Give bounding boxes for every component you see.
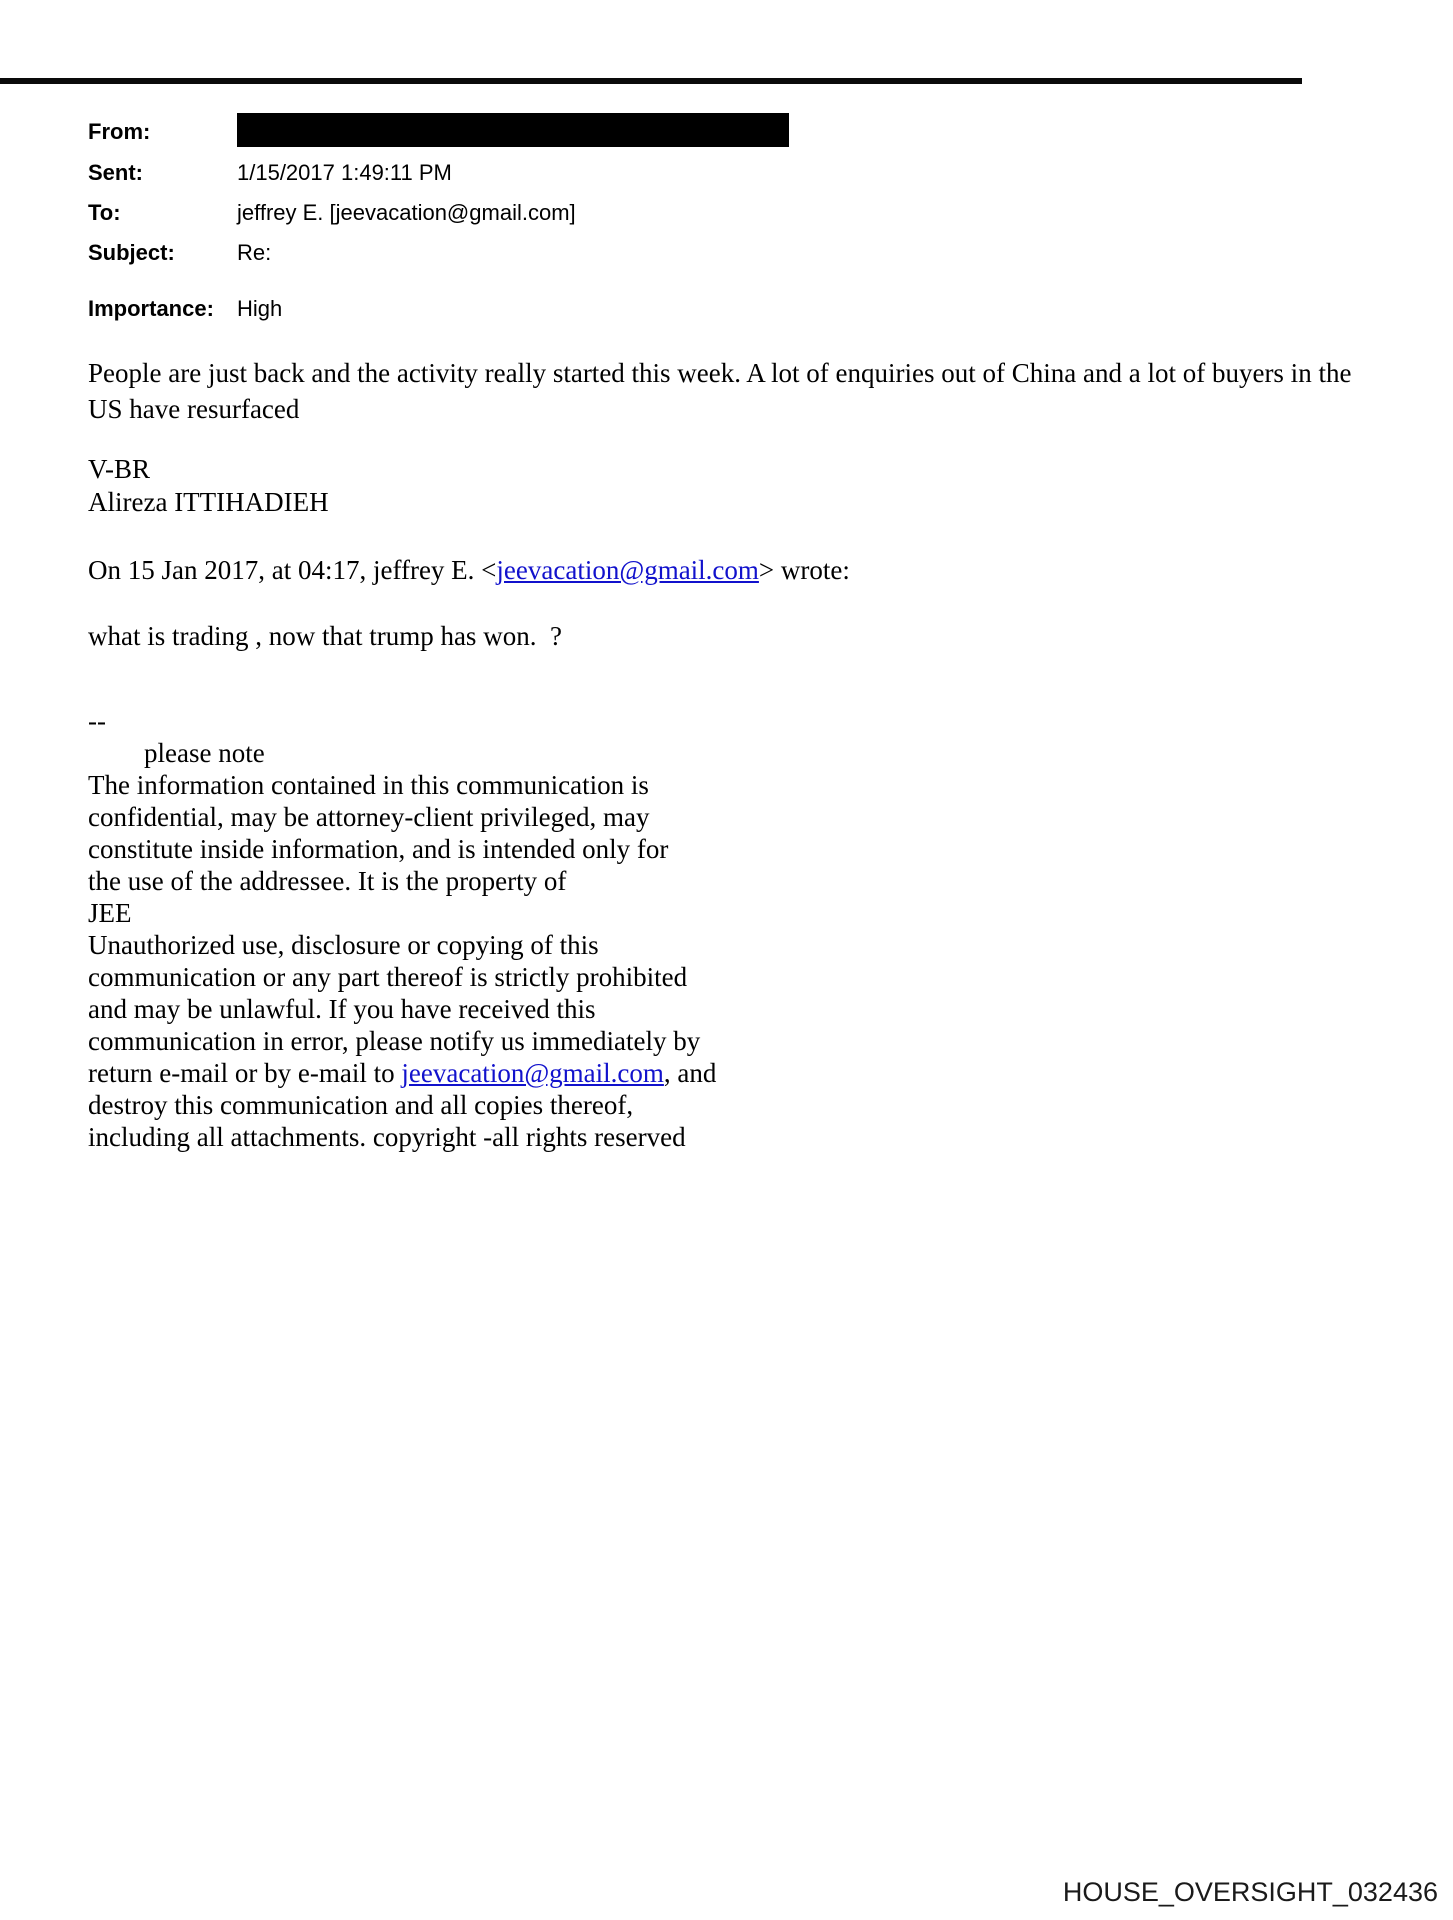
quote-attribution-suffix: > wrote: bbox=[758, 555, 850, 586]
sent-label: Sent: bbox=[88, 160, 143, 186]
signature-line-1: V-BR bbox=[88, 454, 151, 485]
disclaimer-line: and may be unlawful. If you have received this bbox=[88, 994, 596, 1025]
field-row-sent bbox=[88, 159, 1388, 187]
subject-value: Re: bbox=[237, 240, 272, 266]
quote-attribution-prefix: On 15 Jan 2017, at 04:17, jeffrey E. < bbox=[88, 555, 497, 586]
disclaimer-line: JEE bbox=[88, 898, 132, 929]
sender-email-link[interactable]: jeevacation@gmail.com bbox=[496, 555, 759, 586]
notify-email-link[interactable]: jeevacation@gmail.com bbox=[401, 1058, 664, 1089]
quote-attribution bbox=[88, 553, 1388, 587]
field-row-subject bbox=[88, 239, 1388, 267]
field-row-to bbox=[88, 199, 1388, 227]
disclaimer-link-line-after: , and bbox=[663, 1058, 717, 1089]
bates-number: HOUSE_OVERSIGHT_032436 bbox=[1062, 1877, 1438, 1907]
disclaimer-line: destroy this communication and all copies thereof, bbox=[88, 1090, 634, 1121]
email-header bbox=[88, 118, 1388, 323]
signature-block bbox=[88, 453, 1388, 519]
disclaimer-line: constitute inside information, and is intended only for bbox=[88, 834, 669, 865]
to-label: To: bbox=[88, 200, 121, 226]
note-heading: please note bbox=[144, 738, 265, 769]
disclaimer-line: confidential, may be attorney-client privileged, may bbox=[88, 802, 650, 833]
field-row-importance bbox=[88, 295, 1388, 323]
from-label: From: bbox=[88, 119, 151, 144]
importance-value: High bbox=[237, 296, 283, 322]
disclaimer-line: The information contained in this communication is bbox=[88, 770, 649, 801]
header-divider-rule bbox=[0, 78, 1302, 84]
sent-value: 1/15/2017 1:49:11 PM bbox=[237, 160, 452, 186]
disclaimer-link-line-before: return e-mail or by e-mail to bbox=[88, 1058, 402, 1089]
disclaimer-line: communication or any part thereof is strictly prohibited bbox=[88, 962, 688, 993]
disclaimer-line: communication in error, please notify us immediately by bbox=[88, 1026, 701, 1057]
disclaimer-line: the use of the addressee. It is the property of bbox=[88, 866, 567, 897]
body-paragraph: People are just back and the activity really started this week. A lot of enquiries out of China and a lot of buyers in the US have resurfaced bbox=[88, 358, 1352, 425]
disclaimer-line: Unauthorized use, disclosure or copying of this bbox=[88, 930, 599, 961]
disclaimer-block bbox=[88, 769, 788, 1153]
field-row-from bbox=[88, 118, 1388, 147]
signature-divider: -- bbox=[88, 706, 106, 737]
quoted-message: what is trading , now that trump has won. ? bbox=[88, 621, 562, 652]
importance-label: Importance: bbox=[88, 296, 214, 322]
disclaimer-line-with-link bbox=[88, 1057, 788, 1089]
disclaimer-line: including all attachments. copyright -all rights reserved bbox=[88, 1122, 686, 1153]
to-value: jeffrey E. [jeevacation@gmail.com] bbox=[237, 200, 576, 226]
redaction-bar bbox=[237, 113, 789, 147]
subject-label: Subject: bbox=[88, 240, 175, 266]
signature-line-2: Alireza ITTIHADIEH bbox=[88, 487, 329, 518]
